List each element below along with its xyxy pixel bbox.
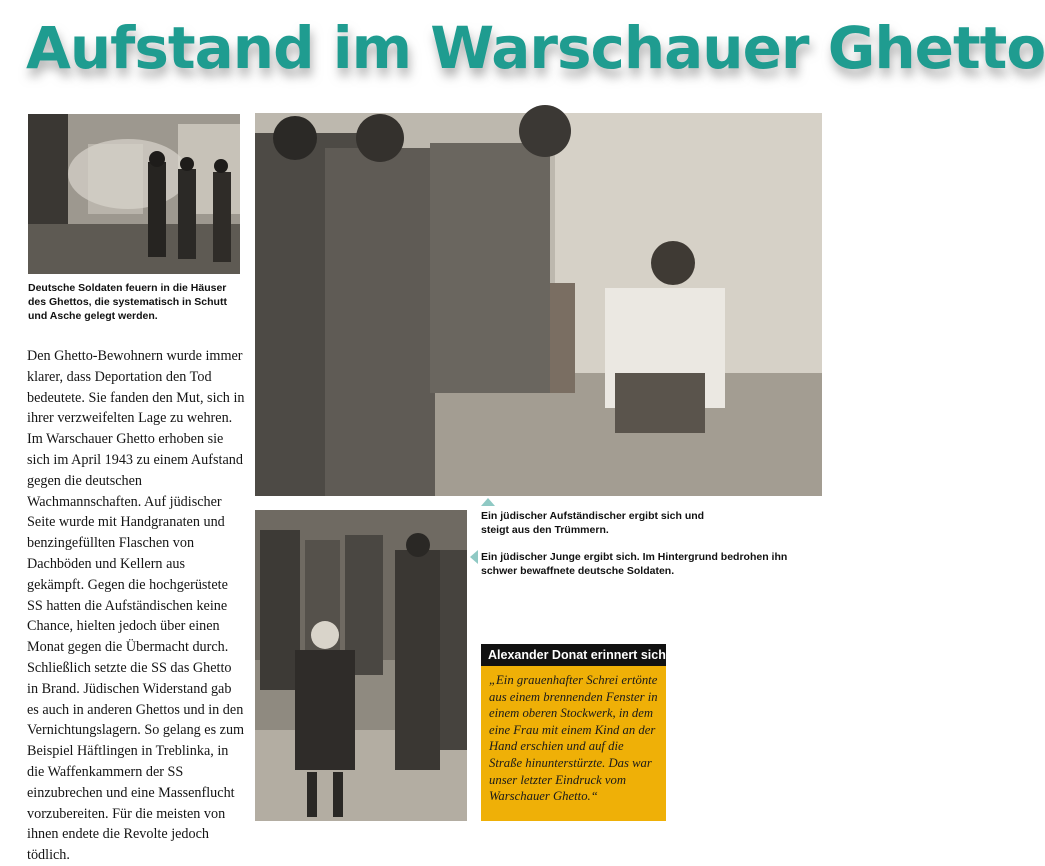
quote-heading: Alexander Donat erinnert sich: [481,644,666,666]
photo-insurgent-surrender [255,113,822,496]
quote-box [481,644,670,821]
caption-boy: Ein jüdischer Junge ergibt sich. Im Hintergrund bedrohen ihn schwer bewaffnete deutsche Soldaten. [481,551,788,577]
article-body: Den Ghetto-Bewohnern wurde immer klarer, dass Deportation den Tod bedeutete. Sie fanden den Mut, sich in ihrer verzweifelten Lage zu wehren. Im Warschauer Ghetto erhoben sie sich im April 1943 zu einem Aufstand gegen die deutschen Wachmannschaften. Auf jüdischer Seite wurde mit Handgranaten und benzingefüllten Flaschen von Dachböden und Kellern aus gekämpft. Gegen die hochgerüstete SS hatten die Aufständischen keine Chance, hielten jedoch über einen Monat gegen die Übermacht durch. Schließlich setzte die SS das Ghetto in Brand. Jüdischen Widerstand gab es auch in anderen Ghettos und in den Vernichtungslagern. So gelang es zum Beispiel Häftlingen in Treblinka, in die Waffenkammern der SS einzubrechen und eine Massenflucht vorzubereiten. Für die meisten von ihnen endete die Revolte jedoch tödlich. [27,348,245,864]
caption-pointer-up-icon [481,498,495,506]
page-title: Aufstand im Warschauer Ghetto [26,14,1045,82]
photo-boy-surrender [255,510,467,821]
photo-soldiers-street [28,114,240,274]
quote-text: „Ein grauenhafter Schrei ertönte aus einem brennenden Fenster in einem oberen Stockwerk, in dem eine Frau mit einem Kind an der Hand erschien und auf die Straße hinunterstürzte. Das war unser letzter Eindruck vom Warschauer Ghetto.“ [489,673,658,804]
caption-soldiers: Deutsche Soldaten feuern in die Häuser des Ghettos, die systematisch in Schutt und Asche gelegt werden. [28,282,227,322]
caption-pointer-left-icon [470,550,478,564]
caption-insurgent: Ein jüdischer Aufständischer ergibt sich und steigt aus den Trümmern. [481,510,705,536]
